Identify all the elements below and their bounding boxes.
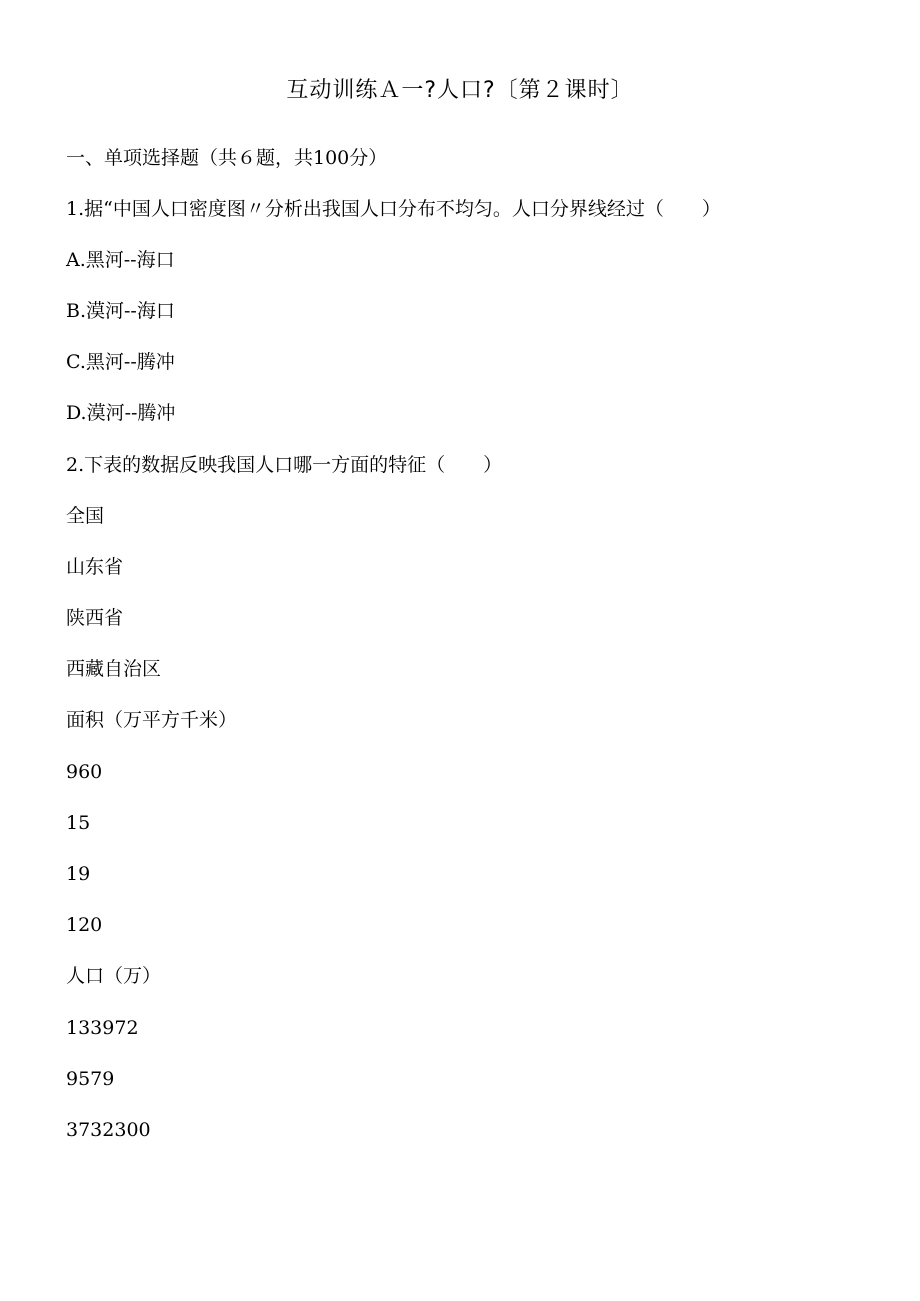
question-1-option-c: C.黑河--腾冲 (66, 351, 175, 373)
table-cell-region-shaanxi: 陕西省 (66, 607, 124, 629)
section-heading: 一、单项选择题（共６题，共100分） (66, 147, 388, 169)
table-cell-area-shaanxi: 19 (66, 863, 91, 885)
table-cell-region-national: 全国 (66, 505, 105, 527)
table-cell-area-header: 面积（万平方千米） (66, 709, 238, 731)
table-cell-area-national: 960 (66, 761, 103, 783)
question-1-option-d: D.漠河--腾冲 (66, 402, 176, 424)
table-cell-area-tibet: 120 (66, 914, 103, 936)
table-cell-region-shandong: 山东省 (66, 556, 124, 578)
page-title: 互动训练Ａ一?人口?〔第２课时〕 (286, 78, 634, 103)
table-cell-population-national: 133972 (66, 1017, 139, 1039)
table-cell-population-shaanxi: 3732300 (66, 1119, 151, 1141)
question-1-option-a: A.黑河--海口 (66, 249, 175, 271)
question-1-stem: 1.据“中国人口密度图〃分析出我国人口分布不均匀。人口分界线经过（ ） (66, 198, 721, 220)
table-cell-population-shandong: 9579 (66, 1068, 115, 1090)
table-cell-area-shandong: 15 (66, 812, 91, 834)
table-cell-population-header: 人口（万） (66, 965, 162, 987)
question-1-option-b: B.漠河--海口 (66, 300, 175, 322)
question-2-stem: 2.下表的数据反映我国人口哪一方面的特征（ ） (66, 454, 503, 476)
table-cell-region-tibet: 西藏自治区 (66, 658, 162, 680)
